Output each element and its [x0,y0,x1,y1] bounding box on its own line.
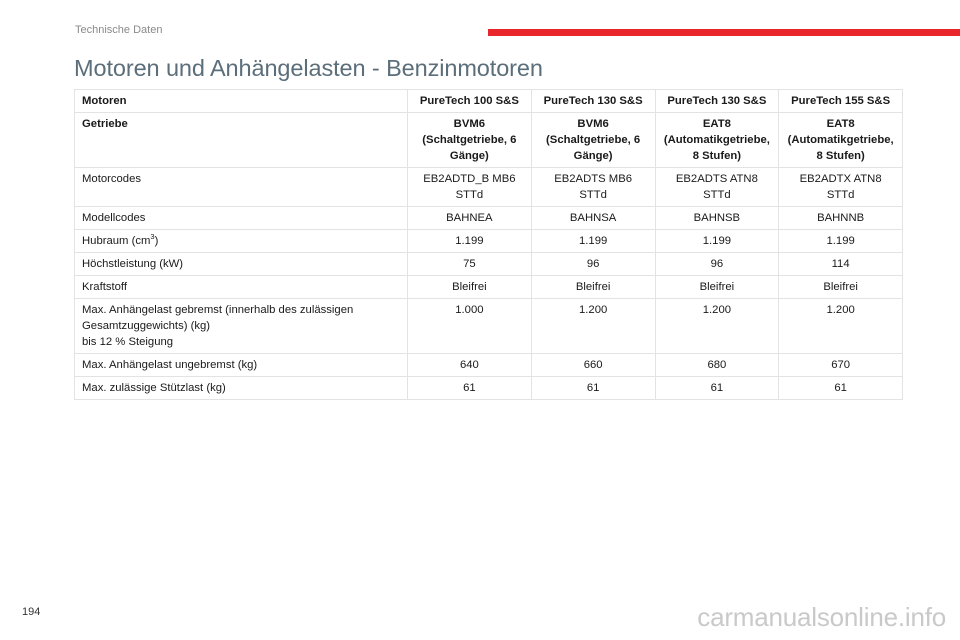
table-cell: 660 [531,354,655,377]
column-header: PureTech 155 S&S [779,90,903,113]
table-cell: 1.000 [408,299,532,354]
table-cell: Bleifrei [655,276,779,299]
table-row [75,230,903,253]
table-row [75,168,903,207]
table-cell: 96 [655,253,779,276]
table-cell: 1.200 [531,299,655,354]
row-label: Modellcodes [75,207,408,230]
table-cell: 670 [779,354,903,377]
row-label: Höchstleistung (kW) [75,253,408,276]
table-cell: EB2ADTX ATN8 STTd [779,168,903,207]
page-title: Motoren und Anhängelasten - Benzinmotoren [74,55,543,81]
table-row [75,354,903,377]
table-row [75,113,903,168]
table-cell: EB2ADTS ATN8 STTd [655,168,779,207]
row-label: Motorcodes [75,168,408,207]
table-cell: 96 [531,253,655,276]
table-cell: 61 [408,377,532,400]
row-label: Max. zulässige Stützlast (kg) [75,377,408,400]
specs-table [74,89,903,400]
table-cell: BAHNSB [655,207,779,230]
table-cell: BAHNEA [408,207,532,230]
table-header-row [75,90,903,113]
table-row [75,207,903,230]
table-cell: 640 [408,354,532,377]
table-cell: 61 [531,377,655,400]
row-label: Kraftstoff [75,276,408,299]
table-row [75,276,903,299]
section-label: Technische Daten [75,24,163,36]
table-row [75,253,903,276]
table-cell: 1.199 [531,230,655,253]
table-row [75,299,903,354]
table-cell: 61 [655,377,779,400]
row-label: Getriebe [75,113,408,168]
table-cell: 1.199 [655,230,779,253]
table-cell: 1.200 [779,299,903,354]
row-label: Max. Anhängelast ungebremst (kg) [75,354,408,377]
column-header: PureTech 130 S&S [531,90,655,113]
row-label: Max. Anhängelast gebremst (innerhalb des zulässigen Gesamtzuggewichts) (kg) bis 12 % Steigung [75,299,408,354]
table-cell: 680 [655,354,779,377]
table-cell: BVM6 (Schaltgetriebe, 6 Gänge) [408,113,532,168]
header-accent-bar [488,29,960,36]
table-cell: Bleifrei [779,276,903,299]
table-cell: 114 [779,253,903,276]
specs-table-container [74,89,902,400]
column-header: Motoren [75,90,408,113]
table-cell: 1.199 [408,230,532,253]
column-header: PureTech 130 S&S [655,90,779,113]
table-cell: 1.200 [655,299,779,354]
table-row [75,377,903,400]
table-cell: BVM6 (Schaltgetriebe, 6 Gänge) [531,113,655,168]
table-cell: Bleifrei [531,276,655,299]
watermark-text: carmanualsonline.info [697,602,946,632]
table-cell: BAHNSA [531,207,655,230]
page-number: 194 [22,606,41,618]
table-cell: BAHNNB [779,207,903,230]
table-cell: Bleifrei [408,276,532,299]
row-label: Hubraum $(cm^3)$ [75,230,408,253]
table-cell: 1.199 [779,230,903,253]
table-cell: EAT8 (Automatikgetriebe, 8 Stufen) [655,113,779,168]
table-cell: 75 [408,253,532,276]
table-cell: EB2ADTD_B MB6 STTd [408,168,532,207]
column-header: PureTech 100 S&S [408,90,532,113]
table-cell: EB2ADTS MB6 STTd [531,168,655,207]
table-cell: 61 [779,377,903,400]
table-cell: EAT8 (Automatikgetriebe, 8 Stufen) [779,113,903,168]
